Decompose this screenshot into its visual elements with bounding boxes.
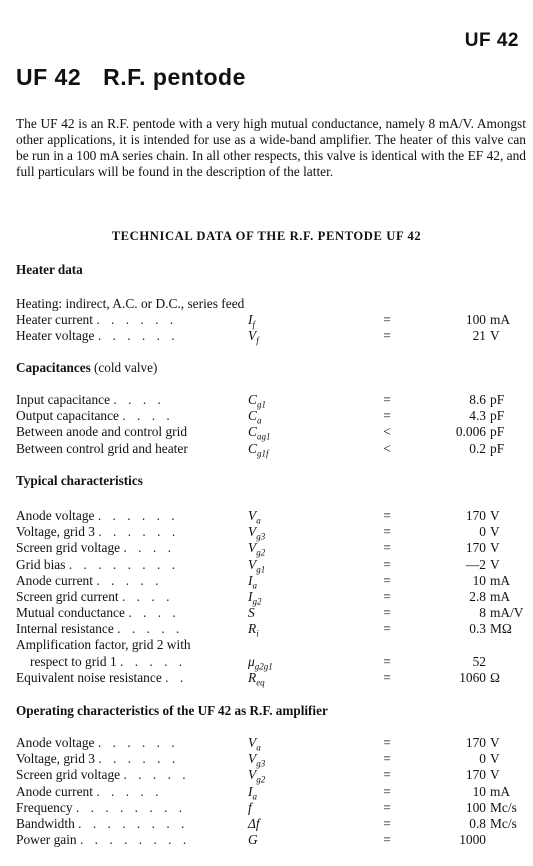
row-symbol (248, 621, 259, 642)
row-label-text: Anode voltage (16, 508, 95, 523)
row-symbol (248, 670, 265, 691)
data-row (16, 816, 516, 832)
symbol-main: μ (248, 654, 255, 669)
leader-dots: . . . . . . (96, 312, 178, 327)
row-label (16, 670, 187, 686)
row-value: 0.3 (469, 621, 486, 637)
title-valve-type: R.F. pentode (103, 64, 246, 90)
row-label-text: Screen grid voltage (16, 540, 121, 556)
row-label-text: Anode voltage (16, 735, 95, 750)
leader-dots: . . . . (121, 589, 174, 604)
intro-paragraph: The UF 42 is an R.F. pentode with a very high mutual conductance, namely 8 mA/V. Amongst other applications, it is intended for use as a wide-band amplifier. The heater of this valve can be run in a 100 mA series chain. In all other respects, this valve is identical with the EF 42, and full particulars will be found in the description of the latter. (16, 116, 526, 179)
data-row (16, 670, 516, 686)
row-relation: < (383, 424, 391, 440)
row-unit: mA (490, 783, 511, 799)
row-value: 0.006 (455, 424, 486, 440)
row-value: 170 (465, 735, 486, 750)
row-symbol (248, 605, 255, 621)
data-row (16, 524, 516, 540)
symbol-main: C (248, 392, 257, 407)
row-unit: mA (490, 572, 511, 588)
heater-intro-line: Heating: indirect, A.C. or D.C., series feed (16, 296, 245, 311)
leader-dots: . . (165, 670, 188, 685)
data-row (16, 784, 516, 800)
section-capacitances-title: Capacitances (cold valve) (16, 360, 158, 375)
leader-dots: . . . . (123, 540, 175, 556)
row-value: 100 (465, 799, 486, 815)
row-value: 1060 (459, 670, 486, 685)
symbol-main: I (248, 572, 253, 588)
row-label (16, 557, 179, 573)
symbol-subscript: g1 (256, 399, 266, 410)
data-row (16, 735, 516, 751)
symbol-subscript: g2 (256, 548, 266, 559)
leader-dots: . . . . . . . . (78, 816, 189, 831)
title-valve-code: UF 42 (16, 64, 82, 90)
row-unit: V (490, 524, 500, 540)
row-value: 0 (479, 524, 486, 540)
section-typical-title: Typical characteristics (16, 473, 143, 488)
row-value: 0.8 (469, 816, 486, 831)
row-value: 10 (472, 783, 486, 799)
row-label-text: Mutual conductance (16, 605, 125, 621)
row-label-text: Frequency (16, 799, 73, 815)
row-unit: pF (490, 424, 505, 440)
row-unit: pF (490, 392, 505, 407)
leader-dots: . . . . . (96, 572, 163, 588)
row-relation: = (383, 670, 391, 685)
row-relation: = (383, 799, 391, 815)
row-value: 170 (465, 508, 486, 523)
leader-dots: . . . . . . (98, 524, 180, 540)
symbol-main: I (248, 589, 253, 604)
leader-dots: . . . . . . (97, 735, 179, 750)
row-label (16, 589, 173, 605)
row-unit: Mc/s (490, 799, 517, 815)
symbol-main: R (248, 621, 257, 637)
row-label (16, 424, 187, 440)
row-label-text: Heater current (16, 312, 93, 327)
row-unit: V (490, 556, 500, 572)
leader-dots: . . . . . (117, 621, 184, 637)
leader-dots: . . . . . . (97, 508, 179, 523)
row-value: 10 (472, 572, 486, 588)
row-unit: mA/V (490, 605, 524, 621)
symbol-subscript: i (256, 629, 259, 640)
section-heater-title: Heater data (16, 262, 83, 277)
data-row (16, 767, 516, 786)
symbol-main: V (248, 508, 257, 523)
row-label (16, 408, 174, 424)
section-operating-title: Operating characteristics of the UF 42 as R.F. amplifier (16, 703, 328, 718)
row-value: 0 (479, 751, 486, 767)
data-row (16, 312, 516, 328)
row-unit: V (490, 328, 500, 344)
row-value: 8 (479, 605, 486, 621)
data-row (16, 621, 516, 640)
row-relation: < (383, 440, 391, 456)
row-label-text: Voltage, grid 3 (16, 524, 95, 540)
row-unit: mA (490, 589, 511, 604)
data-row (16, 573, 516, 589)
leader-dots: . . . . . . (98, 751, 180, 767)
data-row (16, 392, 516, 408)
row-label (30, 654, 186, 670)
row-label-text: Voltage, grid 3 (16, 751, 95, 767)
data-row (16, 557, 516, 573)
row-label (16, 735, 179, 751)
row-value: 21 (472, 328, 486, 344)
row-unit: Ω (490, 670, 500, 685)
data-row (16, 832, 516, 848)
row-label (16, 540, 175, 556)
row-relation: = (383, 312, 391, 327)
row-label-text: Heater voltage (16, 328, 95, 344)
row-unit: MΩ (490, 621, 512, 637)
row-relation: = (383, 328, 391, 344)
row-label-text: Equivalent noise resistance (16, 670, 162, 685)
row-label-text: Between anode and control grid (16, 424, 188, 440)
leader-dots: . . . . . . . . (75, 799, 187, 815)
symbol-subscript: eq (256, 677, 265, 688)
leader-dots: . . . . (113, 392, 165, 407)
leader-dots: . . . . . . (97, 328, 179, 344)
row-value: 1000 (459, 832, 486, 848)
data-row (16, 605, 524, 621)
leader-dots: . . . . . (96, 783, 163, 799)
symbol-subscript: g1 (256, 564, 266, 575)
row-value: —2 (465, 556, 486, 572)
row-unit: pF (490, 408, 505, 424)
page-header-code: UF 42 (464, 30, 519, 51)
symbol-subscript: a (252, 580, 257, 591)
row-value: 52 (472, 654, 486, 669)
row-relation: = (383, 735, 391, 750)
row-value: 100 (465, 312, 486, 327)
row-symbol (248, 441, 268, 462)
row-value: 170 (465, 767, 486, 783)
leader-dots: . . . . (122, 408, 174, 424)
symbol-main: V (248, 767, 257, 783)
page-title (16, 64, 246, 91)
row-label (16, 312, 177, 328)
row-label (16, 573, 162, 589)
row-relation: = (383, 572, 391, 588)
row-label-text: Power gain (16, 832, 77, 848)
row-label (16, 605, 180, 621)
row-label-text: Screen grid current (16, 589, 119, 604)
row-relation: = (383, 524, 391, 540)
row-label-text: Output capacitance (16, 408, 119, 424)
symbol-main: V (248, 524, 257, 540)
row-label (16, 508, 179, 524)
row-relation: = (383, 508, 391, 523)
row-relation: = (383, 767, 391, 783)
data-row (16, 408, 516, 424)
data-row (16, 751, 516, 767)
row-relation: = (383, 605, 391, 621)
row-label-text: respect to grid 1 (30, 654, 117, 669)
data-row (16, 424, 516, 443)
row-label-text: Input capacitance (16, 392, 111, 407)
row-label (16, 328, 179, 344)
row-label (16, 784, 162, 800)
row-label-text: Bandwidth (16, 816, 75, 831)
symbol-main: C (248, 408, 257, 424)
symbol-subscript: a (256, 742, 261, 753)
symbol-subscript: g2 (256, 775, 266, 786)
symbol-main: C (248, 440, 257, 456)
row-unit: V (490, 751, 500, 767)
leader-dots: . . . . . . . . (68, 556, 180, 572)
leader-dots: . . . . (128, 605, 180, 621)
symbol-main: V (248, 540, 257, 556)
symbol-subscript: g3 (256, 531, 266, 542)
symbol-main: Δf (248, 816, 260, 831)
row-label (16, 767, 190, 783)
row-value: 170 (465, 540, 486, 556)
symbol-main: V (248, 556, 257, 572)
symbol-main: I (248, 312, 253, 327)
row-label (16, 524, 179, 540)
symbol-main: f (248, 799, 252, 815)
row-relation: = (383, 751, 391, 767)
symbol-main: S (248, 605, 255, 621)
leader-dots: . . . . . (123, 767, 190, 783)
symbol-subscript: ag1 (256, 432, 271, 443)
row-relation: = (383, 816, 391, 831)
leader-dots: . . . . . . . . (79, 832, 191, 848)
row-value: 8.6 (469, 392, 486, 407)
symbol-subscript: a (252, 791, 257, 802)
row-label-text: Grid bias (16, 556, 66, 572)
row-unit: V (490, 735, 500, 750)
row-unit: Mc/s (490, 816, 517, 831)
symbol-subscript: a (256, 515, 261, 526)
data-row (16, 441, 516, 457)
symbol-subscript: g2 (252, 596, 262, 607)
row-label-text: Anode current (16, 783, 93, 799)
symbol-main: V (248, 751, 257, 767)
row-label-text: Anode current (16, 572, 93, 588)
row-relation: = (383, 589, 391, 604)
row-label (16, 392, 165, 408)
symbol-subscript: f (252, 319, 255, 330)
row-label (16, 751, 179, 767)
row-unit: V (490, 767, 500, 783)
symbol-main: V (248, 735, 257, 750)
row-unit: V (490, 508, 500, 523)
amplification-factor-line: Amplification factor, grid 2 with (16, 637, 191, 652)
symbol-main: G (248, 832, 258, 848)
row-symbol (248, 832, 258, 848)
row-label (16, 832, 190, 848)
row-relation: = (383, 392, 391, 407)
row-relation: = (383, 654, 391, 669)
row-label-text: Between control grid and heater (16, 440, 188, 456)
row-label (16, 621, 183, 637)
row-unit: mA (490, 312, 511, 327)
row-unit: V (490, 540, 500, 556)
row-label (16, 441, 188, 457)
symbol-main: V (248, 328, 257, 344)
symbol-subscript: f (256, 335, 259, 346)
row-symbol (248, 328, 259, 349)
row-unit: pF (490, 440, 505, 456)
row-relation: = (383, 408, 391, 424)
data-row (16, 328, 516, 344)
row-symbol (248, 800, 252, 816)
row-label-text: Internal resistance (16, 621, 114, 637)
symbol-main: C (248, 424, 257, 440)
row-value: 2.8 (469, 589, 486, 604)
row-relation: = (383, 832, 391, 848)
data-row (16, 800, 516, 816)
row-value: 4.3 (469, 408, 486, 424)
row-label (16, 816, 188, 832)
symbol-main: R (248, 670, 257, 685)
row-symbol (248, 816, 260, 832)
data-row (16, 540, 516, 559)
row-label (16, 800, 186, 816)
row-label-text: Screen grid voltage (16, 767, 121, 783)
leader-dots: . . . . . (120, 654, 187, 669)
row-relation: = (383, 556, 391, 572)
row-relation: = (383, 783, 391, 799)
row-value: 0.2 (469, 440, 486, 456)
row-relation: = (383, 540, 391, 556)
data-row (16, 589, 516, 605)
symbol-main: I (248, 783, 253, 799)
technical-data-heading: TECHNICAL DATA OF THE R.F. PENTODE UF 42 (111, 229, 422, 243)
symbol-subscript: g1f (256, 448, 269, 459)
symbol-subscript: a (256, 415, 262, 426)
data-row (16, 654, 516, 670)
row-relation: = (383, 621, 391, 637)
data-row (16, 508, 516, 524)
symbol-subscript: g2g1 (254, 661, 273, 672)
symbol-subscript: g3 (256, 758, 266, 769)
